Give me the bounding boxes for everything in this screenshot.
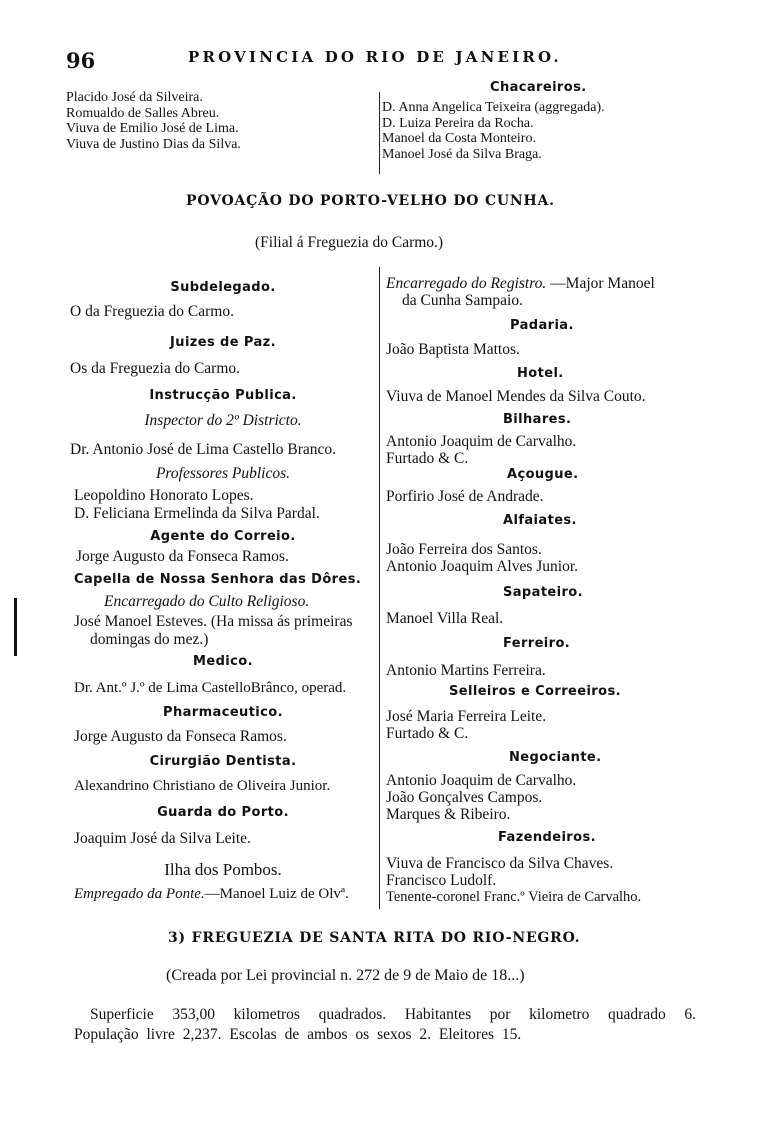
chacareiros-heading: Chacareiros.: [490, 80, 587, 95]
list-item: José Maria Ferreira Leite.: [386, 708, 547, 725]
list-item: D. Feliciana Ermelinda da Silva Pardal.: [74, 505, 320, 522]
professores-heading: Professores Publicos.: [155, 465, 291, 482]
cirurgiao-heading: Cirurgião Dentista.: [149, 754, 297, 769]
list-item: Manoel da Costa Monteiro.: [382, 131, 536, 146]
alfaiates-list: [386, 541, 578, 575]
registro-label: Encarregado do Registro.: [386, 275, 547, 292]
instrucao-heading: Instrucção Publica.: [149, 388, 297, 403]
bilhares-heading: Bilhares.: [503, 412, 572, 427]
medico-heading: Medico.: [193, 654, 253, 669]
inspector-entry: Dr. Antonio José de Lima Castello Branco.: [70, 441, 337, 458]
list-item: Leopoldino Honorato Lopes.: [74, 487, 254, 504]
section-subtitle-santa-rita: (Creada por Lei provincial n. 272 de 9 de Maio de 18...): [166, 967, 525, 984]
list-item: Tenente-coronel Franc.º Vieira de Carvalho.: [386, 889, 642, 905]
juizes-entry: Os da Freguezia do Carmo.: [70, 360, 241, 377]
registro-entry: [386, 275, 655, 309]
negociante-list: [386, 772, 576, 823]
medico-entry: Dr. Ant.º J.º de Lima CastelloBrânco, operad.: [74, 680, 347, 696]
professores-list: [74, 487, 320, 523]
guarda-heading: Guarda do Porto.: [157, 805, 289, 820]
list-item: José Manoel Esteves. (Ha missa ás primeiras: [74, 613, 353, 630]
list-item: Marques & Ribeiro.: [386, 806, 511, 823]
agente-heading: Agente do Correio.: [150, 529, 296, 544]
section-subtitle-porto-velho: (Filial á Freguezia do Carmo.): [255, 234, 444, 251]
selleiros-list: [386, 708, 546, 742]
ferreiro-entry: Antonio Martins Ferreira.: [386, 662, 546, 679]
list-item: João Ferreira dos Santos.: [386, 541, 542, 558]
list-item: Antonio Joaquim de Carvalho.: [386, 433, 577, 450]
list-item: João Gonçalves Campos.: [386, 789, 543, 806]
padaria-heading: Padaria.: [510, 318, 574, 333]
pharmaceutico-entry: Jorge Augusto da Fonseca Ramos.: [74, 728, 287, 745]
culto-heading: Encarregado do Culto Religioso.: [104, 593, 310, 610]
list-item: Romualdo de Salles Abreu.: [66, 105, 220, 121]
culto-entry: [74, 613, 353, 649]
padaria-entry: João Baptista Mattos.: [386, 341, 520, 358]
list-item: Placido José da Silveira.: [66, 90, 203, 105]
list-item: Furtado & C.: [386, 725, 469, 742]
section-title-porto-velho: POVOAÇÃO DO PORTO-VELHO DO CUNHA.: [186, 193, 555, 209]
sapateiro-heading: Sapateiro.: [503, 585, 583, 600]
running-title: PROVINCIA DO RIO DE JANEIRO.: [188, 48, 562, 66]
ilha-entry: [74, 886, 349, 903]
list-item: D. Luiza Pereira da Rocha.: [382, 115, 534, 131]
ilha-heading: Ilha dos Pombos.: [164, 860, 282, 879]
ilha-label: Empregado da Ponte.: [74, 886, 205, 902]
juizes-heading: Juizes de Paz.: [170, 335, 276, 350]
bilhares-list: [386, 433, 576, 467]
sapateiro-entry: Manoel Villa Real.: [386, 610, 504, 627]
selleiros-heading: Selleiros e Correeiros.: [449, 684, 621, 699]
list-item: Antonio Joaquim Alves Junior.: [386, 558, 579, 575]
list-item: domingas do mez.): [90, 631, 209, 648]
margin-mark: [14, 598, 17, 656]
list-item: Manoel José da Silva Braga.: [382, 146, 542, 162]
ilha-value: —Manoel Luiz de Olvª.: [204, 886, 349, 902]
fazendeiros-heading: Fazendeiros.: [498, 830, 596, 845]
list-item: Viuva de Justino Dias da Silva.: [66, 136, 241, 152]
capella-heading: Capella de Nossa Senhora das Dôres.: [74, 572, 362, 587]
subdelegado-heading: Subdelegado.: [170, 280, 276, 295]
fazendeiros-list: [386, 855, 641, 906]
negociante-heading: Negociante.: [509, 750, 602, 765]
pharmaceutico-heading: Pharmaceutico.: [163, 705, 283, 720]
list-item: Furtado & C.: [386, 450, 469, 467]
column-divider-top: [379, 92, 380, 174]
guarda-entry: Joaquim José da Silva Leite.: [74, 830, 251, 847]
agente-entry: Jorge Augusto da Fonseca Ramos.: [76, 548, 289, 565]
ferreiro-heading: Ferreiro.: [503, 636, 571, 651]
list-item: Viuva de Emilio José de Lima.: [66, 121, 239, 136]
list-item: D. Anna Angelica Teixeira (aggregada).: [382, 100, 605, 115]
santa-rita-para-2: População livre 2,237. Escolas de ambos os sexos 2. Eleitores 15.: [74, 1026, 522, 1043]
top-right-list: [382, 100, 605, 162]
list-item: Antonio Joaquim de Carvalho.: [386, 772, 577, 789]
section-title-santa-rita: 3) FREGUEZIA DE SANTA RITA DO RIO-NEGRO.: [168, 930, 581, 946]
list-item: Francisco Ludolf.: [386, 872, 497, 889]
page-number: 96: [66, 48, 96, 73]
alfaiates-heading: Alfaiates.: [503, 513, 577, 528]
registro-value: —Major Manoel: [550, 275, 655, 292]
hotel-heading: Hotel.: [517, 366, 564, 381]
subdelegado-entry: O da Freguezia do Carmo.: [70, 303, 234, 320]
list-item: Viuva de Francisco da Silva Chaves.: [386, 855, 614, 872]
acougue-entry: Porfirio José de Andrade.: [386, 488, 544, 505]
inspector-heading: Inspector do 2º Districto.: [144, 412, 302, 429]
hotel-entry: Viuva de Manoel Mendes da Silva Couto.: [386, 388, 646, 405]
acougue-heading: Açougue.: [507, 467, 579, 482]
top-left-list: [66, 90, 241, 152]
column-divider-main: [379, 267, 380, 909]
list-item: [386, 275, 655, 292]
cirurgiao-entry: Alexandrino Christiano de Oliveira Junior.: [74, 778, 331, 794]
santa-rita-para-1: Superficie 353,00 kilometros quadrados. Habitantes por kilometro quadrado 6.: [90, 1006, 696, 1023]
list-item: da Cunha Sampaio.: [402, 292, 523, 309]
